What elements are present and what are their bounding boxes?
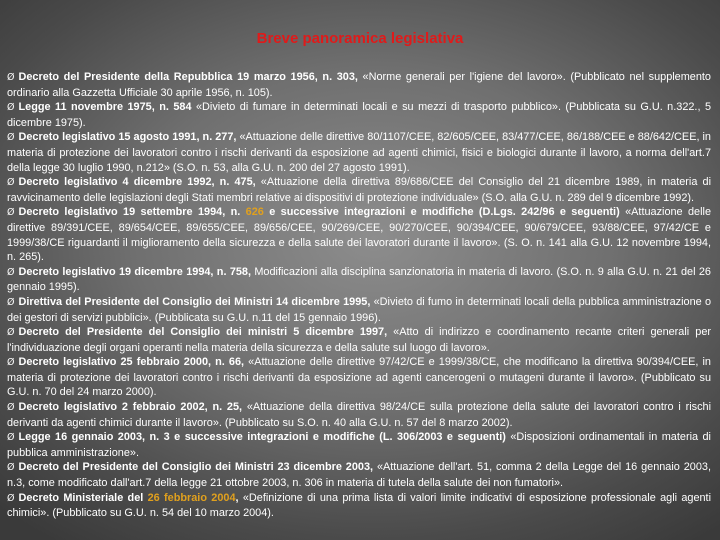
bullet-icon: Ø: [7, 177, 15, 189]
list-item: [7, 460, 711, 490]
list-item: [7, 265, 711, 295]
entry-text: «Attuazione della direttiva 89/686/CEE del Consiglio del 21 dicembre 1989, in materia di ravvicinamento delle legislazioni degli Stati membri relative ai dispositivi di protezione individuale» (S.O. alla G.U. n. 289 del 9 dicembre 1992).: [7, 176, 711, 204]
list-item: [7, 205, 711, 264]
entry-text: «Attuazione delle direttive 97/42/CE e 1999/38/CE, che modificano la direttiva 90/394/CEE, in materia di protezione dei lavoratori contro i rischi derivanti da esposizione ad agenti cancerogeni o mutageni durante il lavoro». (Pubblicato su G.U. n. 70 del 24 marzo 2000).: [7, 356, 711, 399]
entry-heading: Legge 16 gennaio 2003, n. 3 e successive integrazioni e modifiche (L. 306/2003 e seguenti): [18, 431, 506, 444]
entry-text: «Attuazione delle direttive 89/391/CEE, 89/654/CEE, 89/655/CEE, 89/656/CEE, 90/269/CEE, 90/270/CEE, 90/394/CEE, 90/679/CEE, 93/88/CEE, 97/42/CE e 1999/38/CE riguardanti il miglioramento della sicurezza e della salute dei lavoratori durante il lavoro». (S. O. n. 141 alla G.U. 12 novembre 1994, n. 265).: [7, 206, 712, 264]
bullet-icon: Ø: [7, 266, 15, 278]
entry-heading: Decreto del Presidente della Repubblica 19 marzo 1956, n. 303,: [18, 71, 358, 83]
entry-heading: Decreto legislativo 4 dicembre 1992, n. 475,: [18, 176, 256, 189]
bullet-icon: Ø: [7, 402, 15, 414]
entry-text: «Divieto di fumare in determinati locali e su mezzi di trasporto pubblico». (Pubblicata su G.U. n.322., 5 dicembre 1975).: [7, 101, 711, 129]
entry-heading: Direttiva del Presidente del Consiglio dei Ministri 14 dicembre 1995,: [18, 295, 371, 308]
entry-heading: Decreto Ministeriale del: [18, 491, 144, 504]
list-item: [7, 70, 711, 100]
legislation-list: [7, 70, 711, 521]
entry-text: «Divieto di fumo in determinati locali della pubblica amministrazione o dei gestori di servizi pubblici». (Pubblicata su G.U. n.11 del 15 gennaio 1996).: [7, 295, 712, 324]
entry-heading: Decreto legislativo 15 agosto 1991, n. 277,: [18, 131, 237, 144]
bullet-icon: Ø: [7, 357, 15, 369]
bullet-icon: Ø: [7, 296, 15, 308]
entry-heading-suffix: e successive integrazioni e modifiche (D.Lgs. 242/96 e seguenti): [269, 206, 620, 219]
list-item: [7, 355, 711, 400]
entry-heading: Decreto legislativo 19 dicembre 1994, n. 758,: [18, 265, 252, 278]
entry-text: «Atto di indirizzo e coordinamento recante criteri generali per l'individuazione degli organi operanti nella materia della sicurezza e della salute sul luogo di lavoro».: [7, 326, 711, 354]
list-item: [7, 491, 711, 521]
highlighted-date: 26 febbraio 2004: [147, 491, 236, 504]
list-item: [7, 400, 711, 430]
entry-heading: Decreto del Presidente del Consiglio dei Ministri 23 dicembre 2003,: [18, 461, 374, 474]
entry-heading: Decreto del Presidente del Consiglio dei ministri 5 dicembre 1997,: [18, 326, 388, 339]
entry-heading-suffix: ,: [235, 491, 239, 504]
entry-text: «Definizione di una prima lista di valori limite indicativi di esposizione professionale agli agenti chimici». (Pubblicato su G.U. n. 54 del 10 marzo 2004).: [7, 491, 712, 520]
list-item: [7, 325, 711, 355]
list-item: [7, 295, 711, 325]
entry-text: «Attuazione dell'art. 51, comma 2 della Legge del 16 gennaio 2003, n.3, come modificato dall'art.7 della legge 21 ottobre 2003, n. 306 in materia di tutela della salute dei non fumatori».: [7, 461, 711, 490]
entry-text: Modificazioni alla disciplina sanzionatoria in materia di lavoro. (S.O. n. 9 alla G.U. n. 21 del 26 gennaio 1995).: [7, 265, 711, 294]
entry-text: «Attuazione della direttiva 98/24/CE sulla protezione della salute dei lavoratori contro i rischi derivanti da agenti chimici durante il lavoro». (Pubblicato su S.O. n. 40 alla G.U. n. 57 del 8 marzo 2002).: [7, 401, 711, 429]
entry-text: «Attuazione delle direttive 80/1107/CEE, 82/605/CEE, 83/477/CEE, 86/188/CEE e 88/642/CEE, in materia di protezione dei lavoratori contro i rischi derivanti da esposizione ad agenti chimici, fisici e biologici durante il lavoro, a norma dell'art.7 della legge 30 luglio 1990, n.212» (S.O. n. 53, alla G.U. n. 200 del 27 agosto 1991).: [7, 131, 711, 174]
list-item: [7, 130, 711, 175]
bullet-icon: Ø: [7, 462, 15, 474]
entry-heading: Legge 11 novembre 1975, n. 584: [18, 101, 192, 114]
bullet-icon: Ø: [7, 72, 15, 83]
bullet-icon: Ø: [7, 132, 15, 144]
entry-text: «Disposizioni ordinamentali in materia di pubblica amministrazione».: [7, 431, 711, 459]
bullet-icon: Ø: [7, 207, 15, 219]
bullet-icon: Ø: [7, 492, 15, 504]
entry-text: «Norme generali per l'igiene del lavoro». (Pubblicato nel supplemento ordinario alla Gazzetta Ufficiale 30 aprile 1956, n. 105).: [7, 71, 711, 99]
bullet-icon: Ø: [7, 102, 15, 114]
entry-heading: Decreto legislativo 2 febbraio 2002, n. 25,: [18, 401, 243, 414]
entry-heading: Decreto legislativo 25 febbraio 2000, n. 66,: [18, 356, 245, 369]
bullet-icon: Ø: [7, 432, 15, 444]
list-item: [7, 100, 711, 130]
list-item: [7, 175, 711, 205]
highlighted-number: 626: [245, 206, 264, 219]
slide-title: Breve panoramica legislativa: [256, 30, 464, 47]
list-item: [7, 430, 711, 460]
entry-heading: Decreto legislativo 19 settembre 1994, n.: [18, 206, 241, 219]
bullet-icon: Ø: [7, 327, 15, 339]
